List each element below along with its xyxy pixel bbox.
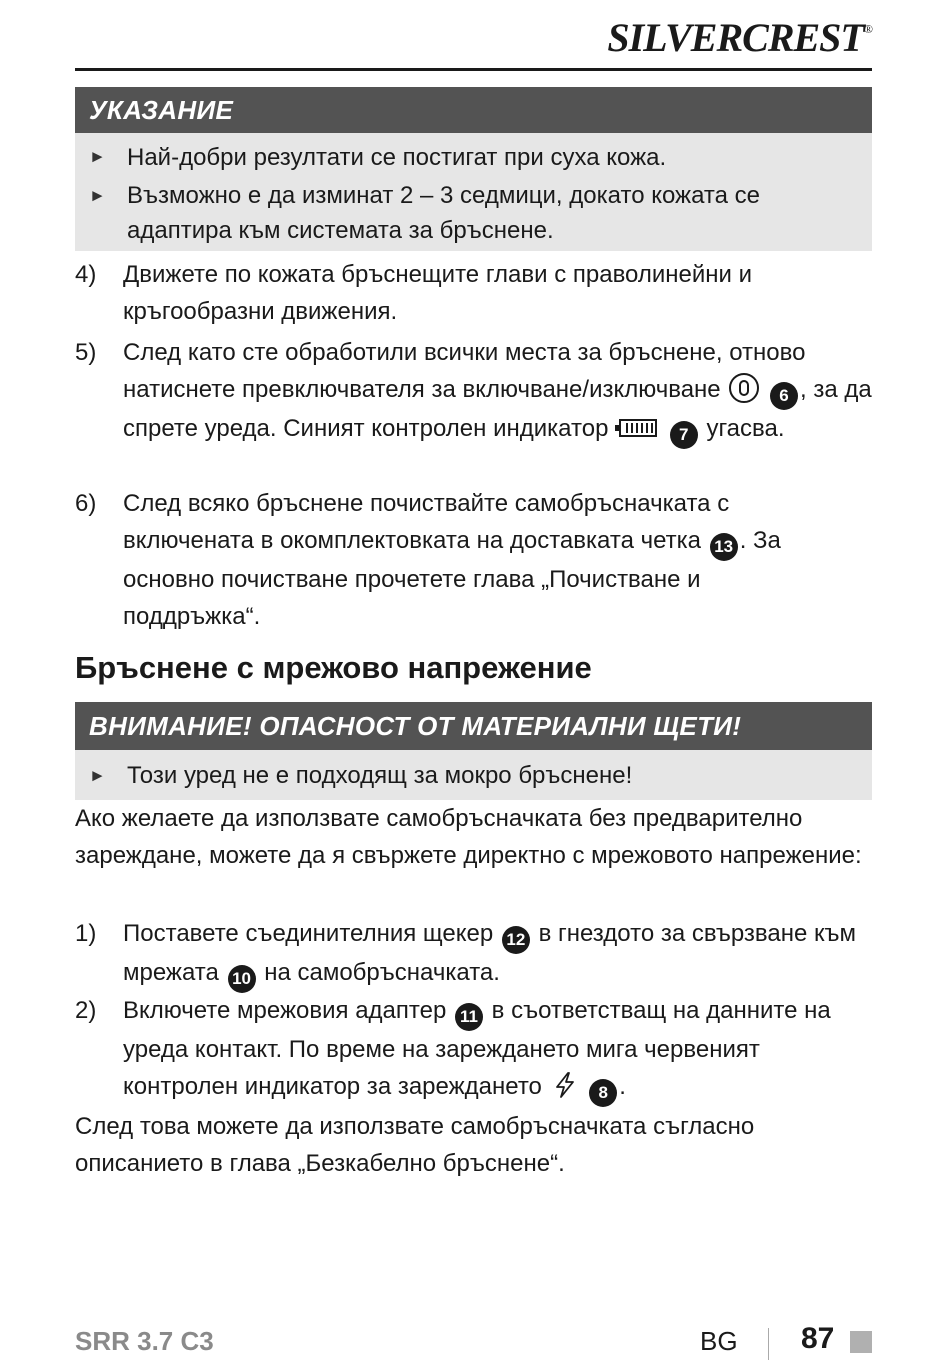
ref-number-badge: 12: [502, 926, 530, 954]
ref-number-badge: 13: [710, 533, 738, 561]
step-number: 5): [75, 339, 97, 366]
charging-bolt-icon: [551, 1071, 579, 1099]
header-rule: [75, 68, 872, 71]
ref-number-badge: 7: [670, 421, 698, 449]
warning-title: ВНИМАНИЕ! ОПАСНОСТ ОТ МАТЕРИАЛНИ ЩЕТИ!: [75, 702, 872, 750]
notice-item: Възможно е да изминат 2 – 3 седмици, докато кожата се адаптира към системата за бръснене.: [127, 182, 761, 244]
ref-number-badge: 8: [589, 1079, 617, 1107]
warning-item: Този уред не е подходящ за мокро бръснене!: [127, 762, 633, 789]
footer-square-mark: [850, 1331, 872, 1353]
power-switch-icon: [729, 373, 759, 403]
step-number: 6): [75, 490, 97, 517]
brand-logo: SILVERCREST®: [607, 15, 872, 60]
notice-title: УКАЗАНИЕ: [75, 87, 872, 133]
ref-number-badge: 11: [455, 1003, 483, 1031]
footer-language: BG: [700, 1326, 738, 1356]
step-text: След като сте обработили всички места за бръснене, отново натиснете превключвателя за включване/изключване 6 , за да спрете уреда. Синият контролен индикатор 7 угасва.: [123, 334, 881, 449]
section-heading: Бръснене с мрежово напрежение: [75, 650, 592, 685]
warning-body: [75, 750, 872, 800]
step-text: Движете по кожата бръснещите глави с праволинейни и кръгообразни движения.: [123, 261, 753, 325]
battery-indicator-icon: [619, 419, 657, 437]
bullet-arrow-icon: ►: [89, 186, 106, 205]
bullet-arrow-icon: ►: [89, 147, 106, 166]
notice-item: Най-добри резултати се постигат при суха кожа.: [127, 144, 667, 171]
step-text: След всяко бръснене почиствайте самобръсначката с включената в окомплектовката на доставката четка 13 . За основно почистване прочетете глава „Почистване и поддръжка“.: [123, 490, 781, 630]
step-number: 1): [75, 920, 97, 947]
ref-number-badge: 10: [228, 965, 256, 993]
bullet-arrow-icon: ►: [89, 766, 106, 785]
step-text: Поставете съединителния щекер 12 в гнездото за свързване към мрежата 10 на самобръсначката.: [123, 915, 873, 993]
intro-paragraph: Ако желаете да използвате самобръсначката без предварително зареждане, можете да я свържете директно с мрежовото напрежение:: [75, 805, 862, 869]
page-number: 87: [801, 1322, 835, 1355]
footer-divider: [768, 1328, 769, 1360]
step-number: 2): [75, 997, 97, 1024]
step-text: Включете мрежовия адаптер 11 в съответстващ на данните на уреда контакт. По време на зареждането мига червеният контролен индикатор за зареждането 8 .: [123, 992, 863, 1107]
footer-model: SRR 3.7 C3: [75, 1326, 214, 1356]
ref-number-badge: 6: [770, 382, 798, 410]
notice-body: [75, 133, 872, 251]
outro-paragraph: След това можете да използвате самобръсначката съгласно описанието в глава „Безкабелно бръснене“.: [75, 1113, 755, 1177]
step-number: 4): [75, 261, 97, 288]
